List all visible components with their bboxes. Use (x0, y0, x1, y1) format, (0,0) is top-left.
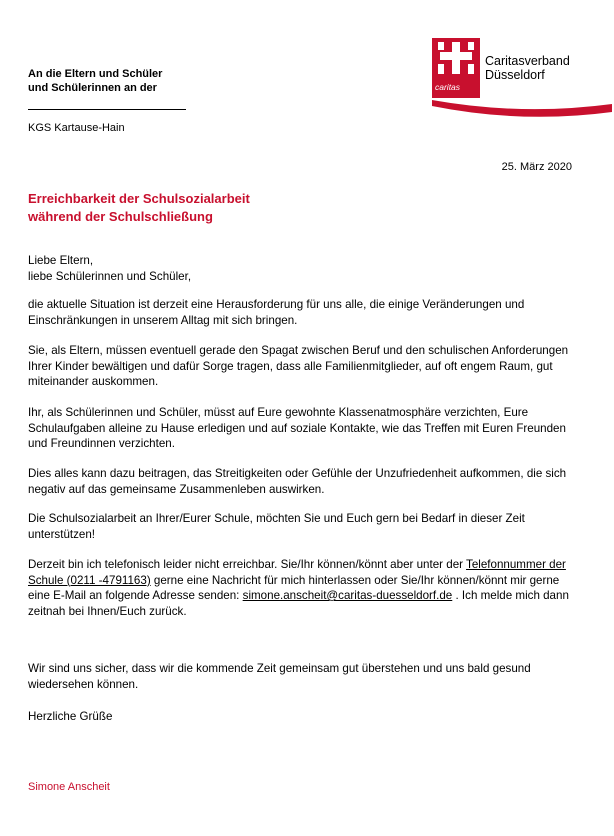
greeting (28, 253, 584, 284)
paragraph-6-text-a: Derzeit bin ich telefonisch leider nicht erreichbar. Sie/Ihr können/könnt aber unter der (28, 558, 467, 571)
paragraph-4: Dies alles kann dazu beitragen, das Streitigkeiten oder Gefühle der Unzufriedenheit aufkommen, die sich negativ auf das gemeinsame Zusammenleben auswirken. (28, 467, 567, 496)
email-link[interactable]: simone.anscheit@caritas-duesseldorf.de (242, 589, 453, 602)
letter-body (28, 0, 584, 836)
closing: Herzliche Grüße (28, 710, 113, 723)
recipient-line-1: An die Eltern und Schüler (28, 68, 163, 80)
caritas-wordmark: caritas (435, 82, 461, 92)
school-name: KGS Kartause-Hain (28, 122, 125, 134)
letter-title-line-2: während der Schulschließung (28, 209, 213, 224)
organization-name-line-2: Düsseldorf (485, 68, 545, 82)
paragraph-6-text-c: . Ich melde mich dann zeitnah bei Ihnen/Euch zurück. (28, 589, 569, 618)
greeting-line-2: liebe Schülerinnen und Schüler, (28, 269, 192, 283)
organization-name-line-1: Caritasverband (485, 54, 570, 68)
signature: Simone Anscheit (28, 781, 110, 793)
letter-date: 25. März 2020 (501, 161, 572, 173)
paragraph-7: Wir sind uns sicher, dass wir die kommende Zeit gemeinsam gut überstehen und uns bald gesund wiedersehen können. (28, 662, 531, 691)
paragraph-6 (28, 557, 584, 619)
paragraph-6-text-b: gerne eine Nachricht für mich hinterlassen oder Sie/Ihr können/könnt mir gerne eine E-Mail an folgende Adresse senden: (28, 573, 560, 602)
school-phone-number: Telefonnummer der Schule (0211 -4791163) (28, 558, 566, 587)
paragraph-5: Die Schulsozialarbeit an Ihrer/Eurer Schule, möchten Sie und Euch gern bei Bedarf in dieser Zeit unterstützen! (28, 512, 525, 541)
greeting-line-1: Liebe Eltern, (28, 254, 94, 267)
paragraph-3: Ihr, als Schülerinnen und Schüler, müsst auf Eure gewohnte Klassenatmosphäre verzichten, Eure Schulaufgaben alleine zu Hause erledigen und auf soziale Kontakte, wie das Treffen mit Euren Freunden und Freundinnen verzichten. (28, 406, 566, 450)
recipient-line-2: und Schülerinnen an der (28, 82, 157, 94)
paragraph-2: Sie, als Eltern, müssen eventuell gerade den Spagat zwischen Beruf und den schulischen Anforderungen Ihrer Kinder bewältigen und dafür Sorge tragen, dass alle Familienmitglieder, auf oft engem Raum, gut miteinander auskommen. (28, 344, 569, 388)
paragraph-1: die aktuelle Situation ist derzeit eine Herausforderung für uns alle, die einige Veränderungen und Einschränkungen in unserem Alltag mit sich bringen. (28, 298, 525, 327)
letter-title-line-1: Erreichbarkeit der Schulsozialarbeit (28, 191, 250, 206)
